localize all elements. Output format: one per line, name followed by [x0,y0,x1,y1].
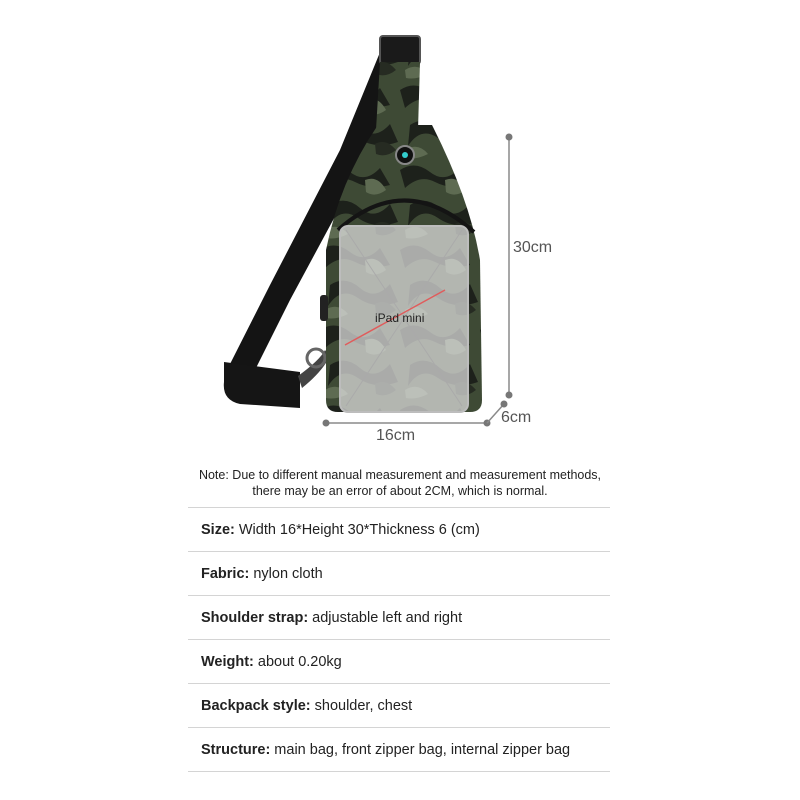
spec-value: main bag, front zipper bag, internal zipper bag [274,741,571,758]
spec-row-weight [188,639,610,683]
spec-table [188,507,610,772]
spec-value: Width 16*Height 30*Thickness 6 (cm) [238,521,480,538]
spec-key: Shoulder strap: [201,609,309,626]
spec-key: Structure: [201,741,271,758]
spec-row-fabric [188,551,610,595]
spec-key: Fabric: [201,565,250,582]
spec-value: adjustable left and right [312,609,463,626]
height-dimension-label: 30cm [513,239,553,256]
ipad-mini-label: iPad mini [375,311,425,325]
spec-row-structure [188,727,610,772]
thickness-dimension-label: 6cm [501,409,532,426]
strap-loop [224,362,300,408]
spec-row-shoulder-strap [188,595,610,639]
spec-row-size [188,507,610,551]
spec-key: Backpack style: [201,697,311,714]
spec-value: about 0.20kg [257,653,342,670]
spec-key: Size: [201,521,235,538]
spec-value: shoulder, chest [314,697,413,714]
spec-row-backpack-style [188,683,610,727]
measurement-note: Note: Due to different manual measurement and measurement methods, there may be an error of about 2CM, which is normal. [198,468,602,498]
strap-buckle [380,36,420,64]
spec-value: nylon cloth [253,565,323,582]
width-dimension-label: 16cm [376,427,416,444]
spec-key: Weight: [201,653,254,670]
